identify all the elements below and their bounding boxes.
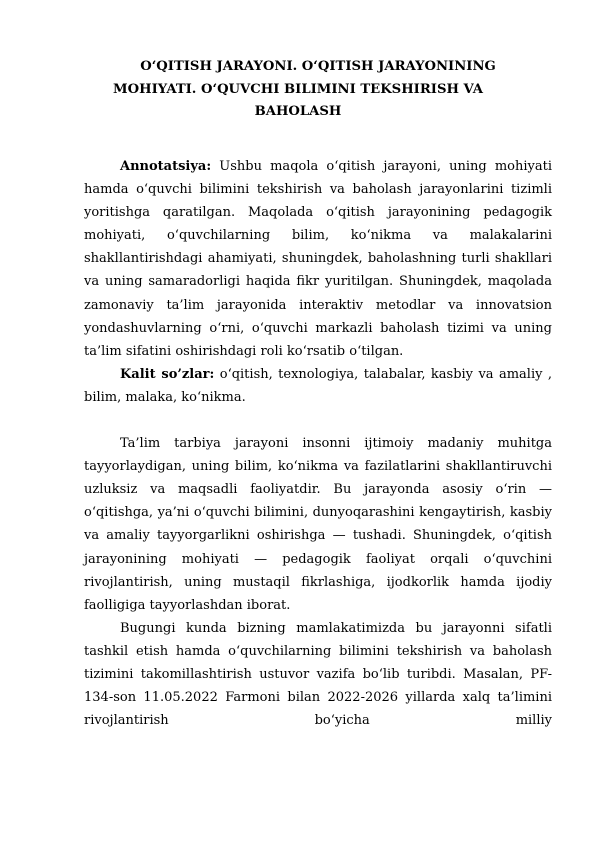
body-paragraph-2: Bugungi kunda bizning mamlakatimizda bu jarayonni sifatli tashkil etish hamda o‘quvchilarning bilimini tekshirish va baholash tizimini takomillashtirish ustuvor vazifa bo‘lib turibdi. Masalan, PF-134-son 11.05.2022 Farmoni bilan 2022-2026 yillarda xalq ta’limini rivojlantirish bo‘yicha milliy <box>84 620 552 729</box>
keywords-paragraph <box>84 363 552 409</box>
title-line-1: O‘QITISH JARAYONI. O‘QITISH JARAYONINING <box>140 59 496 74</box>
paragraph-gap <box>84 409 552 432</box>
keywords-label: Kalit so’zlar: <box>120 366 215 382</box>
title-line-3: BAHOLASH <box>254 104 342 119</box>
annotation-text: Ushbu maqola o‘qitish jarayoni, uning mohiyati hamda o‘quvchi bilimini tekshirish va baholash jarayonlarini tizimli yoritishga qaratilgan. Maqolada o‘qitish jarayonining pedagogik mohiyati, o‘quvchilarning bilim, ko‘nikma va malakalarini shakllantirishdagi ahamiyati, shuningdek, baholashning turli shakllari va uning samaradorligi haqida fikr yuritilgan. Shuningdek, maqolada zamonaviy ta’lim jarayonida interaktiv metodlar va innovatsion yondashuvlarning o‘rni, o‘quvchi markazli baholash tizimi va uning ta’lim sifatini oshirishdagi roli ko‘rsatib o‘tilgan. <box>84 159 552 359</box>
article-body <box>84 155 552 732</box>
article-title <box>70 56 526 124</box>
annotation-paragraph <box>84 155 552 363</box>
title-line-2: MOHIYATI. O‘QUVCHI BILIMINI TEKSHIRISH VA <box>113 81 483 97</box>
keywords-text: o‘qitish, texnologiya, talabalar, kasbiy va amaliy , bilim, malaka, ko‘nikma. <box>84 366 552 405</box>
body-paragraph-1: Ta’lim tarbiya jarayoni insonni ijtimoiy madaniy muhitga tayyorlaydigan, uning bilim, ko‘nikma va fazilatlarini shakllantiruvchi uzluksiz va maqsadli faoliyatdir. Bu jarayonda asosiy o‘rin — o‘qitishga, ya’ni o‘quvchi bilimini, dunyoqarashini kengaytirish, kasbiy va amaliy tayyorgarlikni oshirishga — tushadi. Shuningdek, o‘qitish jarayonining mohiyati — pedagogik faoliyat orqali o‘quvchini rivojlantirish, uning mustaqil fikrlashiga, ijodkorlik hamda ijodiy faolligiga tayyorlashdan iborat. <box>84 436 552 613</box>
annotation-label: Annotatsiya: <box>120 159 212 174</box>
